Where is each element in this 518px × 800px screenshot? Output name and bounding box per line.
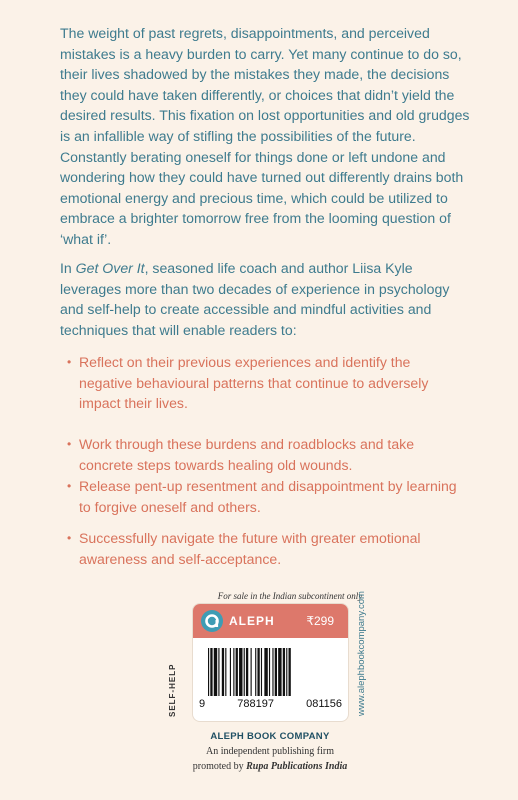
price-label — [193, 604, 348, 721]
barcode-bar — [244, 648, 245, 696]
barcode-bar — [275, 648, 277, 696]
isbn-group-1: 788197 — [237, 698, 274, 710]
isbn-group-2: 081156 — [306, 698, 342, 710]
barcode-bar — [251, 648, 252, 696]
bullet-item: • Reflect on their previous experiences and identify the negative behavioural patterns that continue to adversely impact their lives. — [67, 352, 467, 414]
barcode-bar — [261, 648, 262, 696]
author-paragraph — [60, 258, 470, 340]
barcode-bar — [208, 648, 209, 696]
book-title: Get Over It — [75, 260, 145, 276]
barcode-bar — [286, 648, 287, 696]
bullet-list-3 — [67, 476, 467, 517]
author-paragraph-prefix: In — [60, 260, 76, 276]
barcode-bar — [255, 648, 256, 696]
isbn-prefix: 9 — [199, 698, 206, 710]
bullet-list-4 — [67, 528, 467, 569]
bullet-item: • Work through these burdens and roadblocks and take concrete steps towards healing old wounds. — [67, 434, 467, 475]
barcode-bar — [225, 648, 226, 696]
barcode-bar — [218, 648, 219, 696]
barcode-bar — [257, 648, 259, 696]
aleph-logo-icon — [201, 610, 223, 632]
barcode-bar — [239, 648, 242, 696]
price: ₹299 — [306, 614, 334, 628]
label-band — [193, 604, 348, 638]
website-url: www.alephbookcompany.com — [356, 591, 367, 716]
publisher-promoter — [170, 761, 370, 772]
barcode-bar — [230, 648, 231, 696]
barcode-bar — [236, 648, 238, 696]
promoter-prefix: promoted by — [192, 761, 247, 772]
barcode-bar — [233, 648, 234, 696]
publisher-name: ALEPH BOOK COMPANY — [210, 731, 330, 742]
promoter-name: Rupa Publications India — [246, 761, 348, 772]
barcode-bar — [278, 648, 281, 696]
bullet-list-1 — [67, 352, 467, 414]
barcode-bar — [269, 648, 270, 696]
bullet-item: • Release pent-up resentment and disappointment by learning to forgive oneself and others. — [67, 476, 467, 517]
barcode-bar — [264, 648, 267, 696]
bullet-item: • Successfully navigate the future with greater emotional awareness and self-acceptance. — [67, 528, 467, 569]
barcode-bar — [210, 648, 212, 696]
barcode-bar — [272, 648, 273, 696]
author-paragraph-rest: , seasoned life coach and author Liisa Kyle leverages more than two decades of experience in psychology and self-help to create accessible and mindful activities and techniques that will enable readers to: — [60, 260, 450, 338]
category-label: SELF-HELP — [168, 663, 177, 717]
barcode-bar — [283, 648, 285, 696]
barcode-bar — [214, 648, 217, 696]
publisher-tagline: An independent publishing firm — [205, 746, 335, 757]
sale-note: For sale in the Indian subcontinent only — [217, 591, 363, 601]
isbn-digits — [199, 698, 342, 710]
barcode-bar — [222, 648, 224, 696]
intro-paragraph: The weight of past regrets, disappointments, and perceived mistakes is a heavy burden to carry. Yet many continue to do so, their lives shadowed by the mistakes they made, the decisions they could have taken differently, or choices that didn’t yield the desired results. This fixation on lost opportunities and old grudges is an infallible way of stifling the possibilities of the future. Constantly berating oneself for things done or left undone and wondering how they could have turned out differently drains both emotional energy and precious time, which could be utilized to embrace a brighter tomorrow free from the looming question of ‘what if’. — [60, 25, 470, 247]
brand-name: ALEPH — [229, 614, 275, 628]
barcode-bar — [289, 648, 291, 696]
barcode — [208, 648, 338, 696]
bullet-list-2 — [67, 434, 467, 475]
barcode-bar — [246, 648, 248, 696]
